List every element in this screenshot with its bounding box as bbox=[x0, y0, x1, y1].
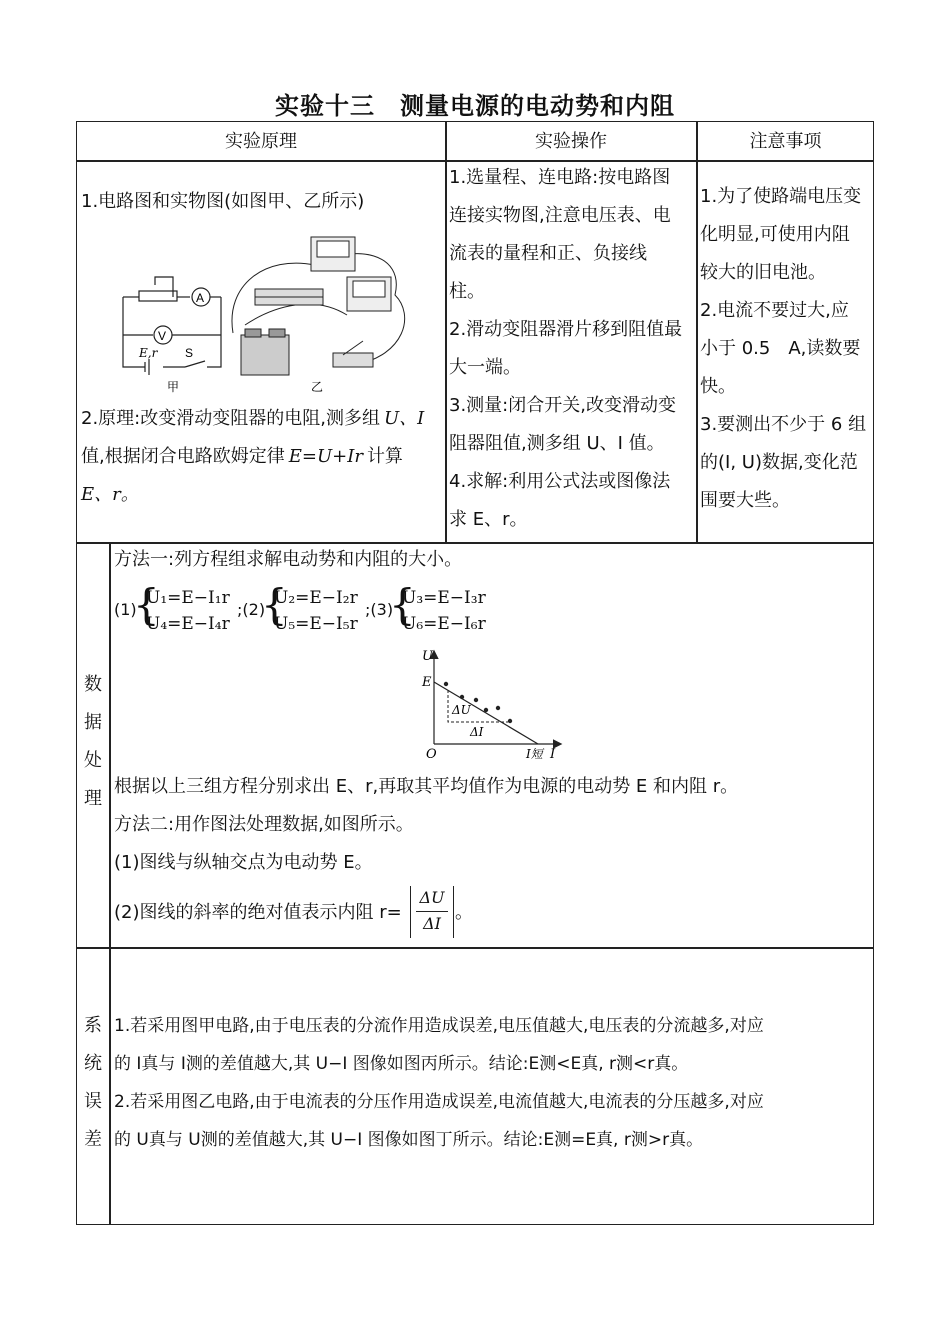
graph-label-di: ΔI bbox=[470, 725, 484, 739]
brace: { bbox=[389, 580, 416, 629]
notes-line: 3.要测出不少于 6 组 bbox=[700, 414, 867, 435]
graph-label-isc: I短 bbox=[526, 747, 543, 761]
emf-label: E,r bbox=[139, 346, 158, 360]
principle-item-2-line1: 2.原理:改变滑动变阻器的电阻,测多组 bbox=[81, 408, 380, 429]
notes-line: 2.电流不要过大,应 bbox=[700, 300, 849, 321]
principle-calc: 计算 bbox=[366, 446, 403, 467]
period: 。 bbox=[455, 902, 473, 923]
equation-group-3: U₃=E−I₃r U₆=E−I₆r bbox=[402, 588, 486, 634]
method-1-heading: 方法一:列方程组求解电动势和内阻的大小。 bbox=[114, 549, 463, 570]
method-1-conclusion: 根据以上三组方程分别求出 E、r,再取其平均值作为电源的电动势 E 和内阻 r。 bbox=[114, 776, 739, 797]
data-point bbox=[508, 719, 512, 723]
graph-label-du: ΔU bbox=[452, 703, 471, 717]
data-point bbox=[474, 698, 478, 702]
page-title: 实验十三 测量电源的电动势和内阻 bbox=[275, 92, 675, 120]
circuit-diagram-jia bbox=[123, 277, 221, 375]
data-point bbox=[460, 695, 464, 699]
operation-line: 4.求解:利用公式法或图像法 bbox=[449, 471, 671, 492]
systematic-error-label: 系 统 误 差 bbox=[84, 1015, 102, 1150]
graph-label-e: E bbox=[422, 675, 432, 690]
operation-line: 流表的量程和正、负接线 bbox=[449, 243, 647, 264]
figure-yi-label: 乙 bbox=[311, 380, 324, 394]
u-i-graph bbox=[418, 646, 568, 762]
equation-group-1: U₁=E−I₁r U₄=E−I₄r bbox=[146, 588, 230, 634]
principle-item-1: 1.电路图和实物图(如图甲、乙所示) bbox=[81, 191, 365, 212]
notes-line: 化明显,可使用内阻 bbox=[700, 224, 850, 245]
principle-item-2 bbox=[81, 400, 443, 514]
figure-jia-label: 甲 bbox=[167, 380, 180, 394]
data-point bbox=[496, 706, 500, 710]
principle-item-2-line2: 值,根据闭合电路欧姆定律 bbox=[81, 446, 285, 467]
error-p2-line2: 的 U真与 U测的差值越大,其 U−I 图像如图丁所示。结论:E测=E真, r测>r真。 bbox=[114, 1130, 704, 1150]
notes-line: 1.为了使路端电压变 bbox=[700, 186, 862, 207]
col-divider bbox=[445, 121, 447, 542]
voltmeter-label: V bbox=[158, 329, 167, 343]
fraction-numerator: ΔU bbox=[419, 888, 445, 907]
operation-line: 3.测量:闭合开关,改变滑动变 bbox=[449, 395, 676, 416]
operation-line: 大一端。 bbox=[449, 357, 521, 378]
systematic-error-text bbox=[114, 1007, 869, 1159]
fraction-bar bbox=[416, 911, 448, 912]
principle-ui: U、I bbox=[383, 408, 425, 429]
circuit-figures bbox=[115, 225, 435, 395]
notes-line: 的(I, U)数据,变化范 bbox=[700, 452, 858, 473]
brace: { bbox=[261, 580, 288, 629]
header-principle: 实验原理 bbox=[225, 131, 297, 152]
method-2-item-1: (1)图线与纵轴交点为电动势 E。 bbox=[114, 852, 373, 873]
method-2-heading: 方法二:用作图法处理数据,如图所示。 bbox=[114, 814, 414, 835]
error-p1-line2: 的 I真与 I测的差值越大,其 U−I 图像如图丙所示。结论:E测<E真, r测<r真。 bbox=[114, 1054, 689, 1074]
operation-line: 柱。 bbox=[449, 281, 485, 302]
eq-label-1: (1) bbox=[114, 600, 137, 619]
operation-line: 求 E、r。 bbox=[449, 509, 528, 530]
graph-label-o: O bbox=[426, 747, 437, 762]
eq-label-2: ;(2) bbox=[237, 600, 266, 619]
equation-group-2: U₂=E−I₂r U₅=E−I₅r bbox=[274, 588, 358, 634]
method-2-item-2: (2)图线的斜率的绝对值表示内阻 r= bbox=[114, 902, 402, 923]
graph-label-i: I bbox=[550, 747, 556, 762]
header-operation: 实验操作 bbox=[535, 131, 607, 152]
eq-label-3: ;(3) bbox=[365, 600, 394, 619]
error-p2-line1: 2.若采用图乙电路,由于电流表的分压作用造成误差,电流值越大,电流表的分压越多,对应 bbox=[114, 1092, 764, 1112]
operation-line: 2.滑动变阻器滑片移到阻值最 bbox=[449, 319, 683, 340]
graph-label-u: U bbox=[422, 649, 433, 664]
notes-line: 小于 0.5 A,读数要 bbox=[700, 338, 861, 359]
data-point bbox=[444, 682, 448, 686]
notes-line: 较大的旧电池。 bbox=[700, 262, 826, 283]
operation-line: 1.选量程、连电路:按电路图 bbox=[449, 167, 671, 188]
ammeter-label: A bbox=[196, 291, 205, 305]
operation-line: 阻器阻值,测多组 U、I 值。 bbox=[449, 433, 665, 454]
principle-item-2-line3: E、r。 bbox=[81, 484, 139, 505]
operation-text bbox=[449, 159, 695, 539]
col-divider bbox=[696, 121, 698, 542]
data-point bbox=[484, 708, 488, 712]
row-divider bbox=[76, 947, 874, 949]
slope-fraction bbox=[410, 886, 454, 938]
notes-text bbox=[700, 178, 872, 520]
brace: { bbox=[133, 580, 160, 629]
data-processing-label: 数 据 处 理 bbox=[84, 674, 102, 809]
header-notes: 注意事项 bbox=[749, 131, 822, 152]
apparatus-yi bbox=[232, 237, 405, 375]
error-p1-line1: 1.若采用图甲电路,由于电压表的分流作用造成误差,电压值越大,电压表的分流越多,对应 bbox=[114, 1016, 764, 1036]
switch-label: S bbox=[185, 346, 194, 360]
principle-formula: E=U+Ir bbox=[288, 446, 363, 467]
fit-line bbox=[434, 682, 538, 744]
fraction-denominator: ΔI bbox=[423, 914, 441, 933]
notes-line: 快。 bbox=[700, 376, 736, 397]
notes-line: 围要大些。 bbox=[700, 490, 790, 511]
operation-line: 连接实物图,注意电压表、电 bbox=[449, 205, 671, 226]
